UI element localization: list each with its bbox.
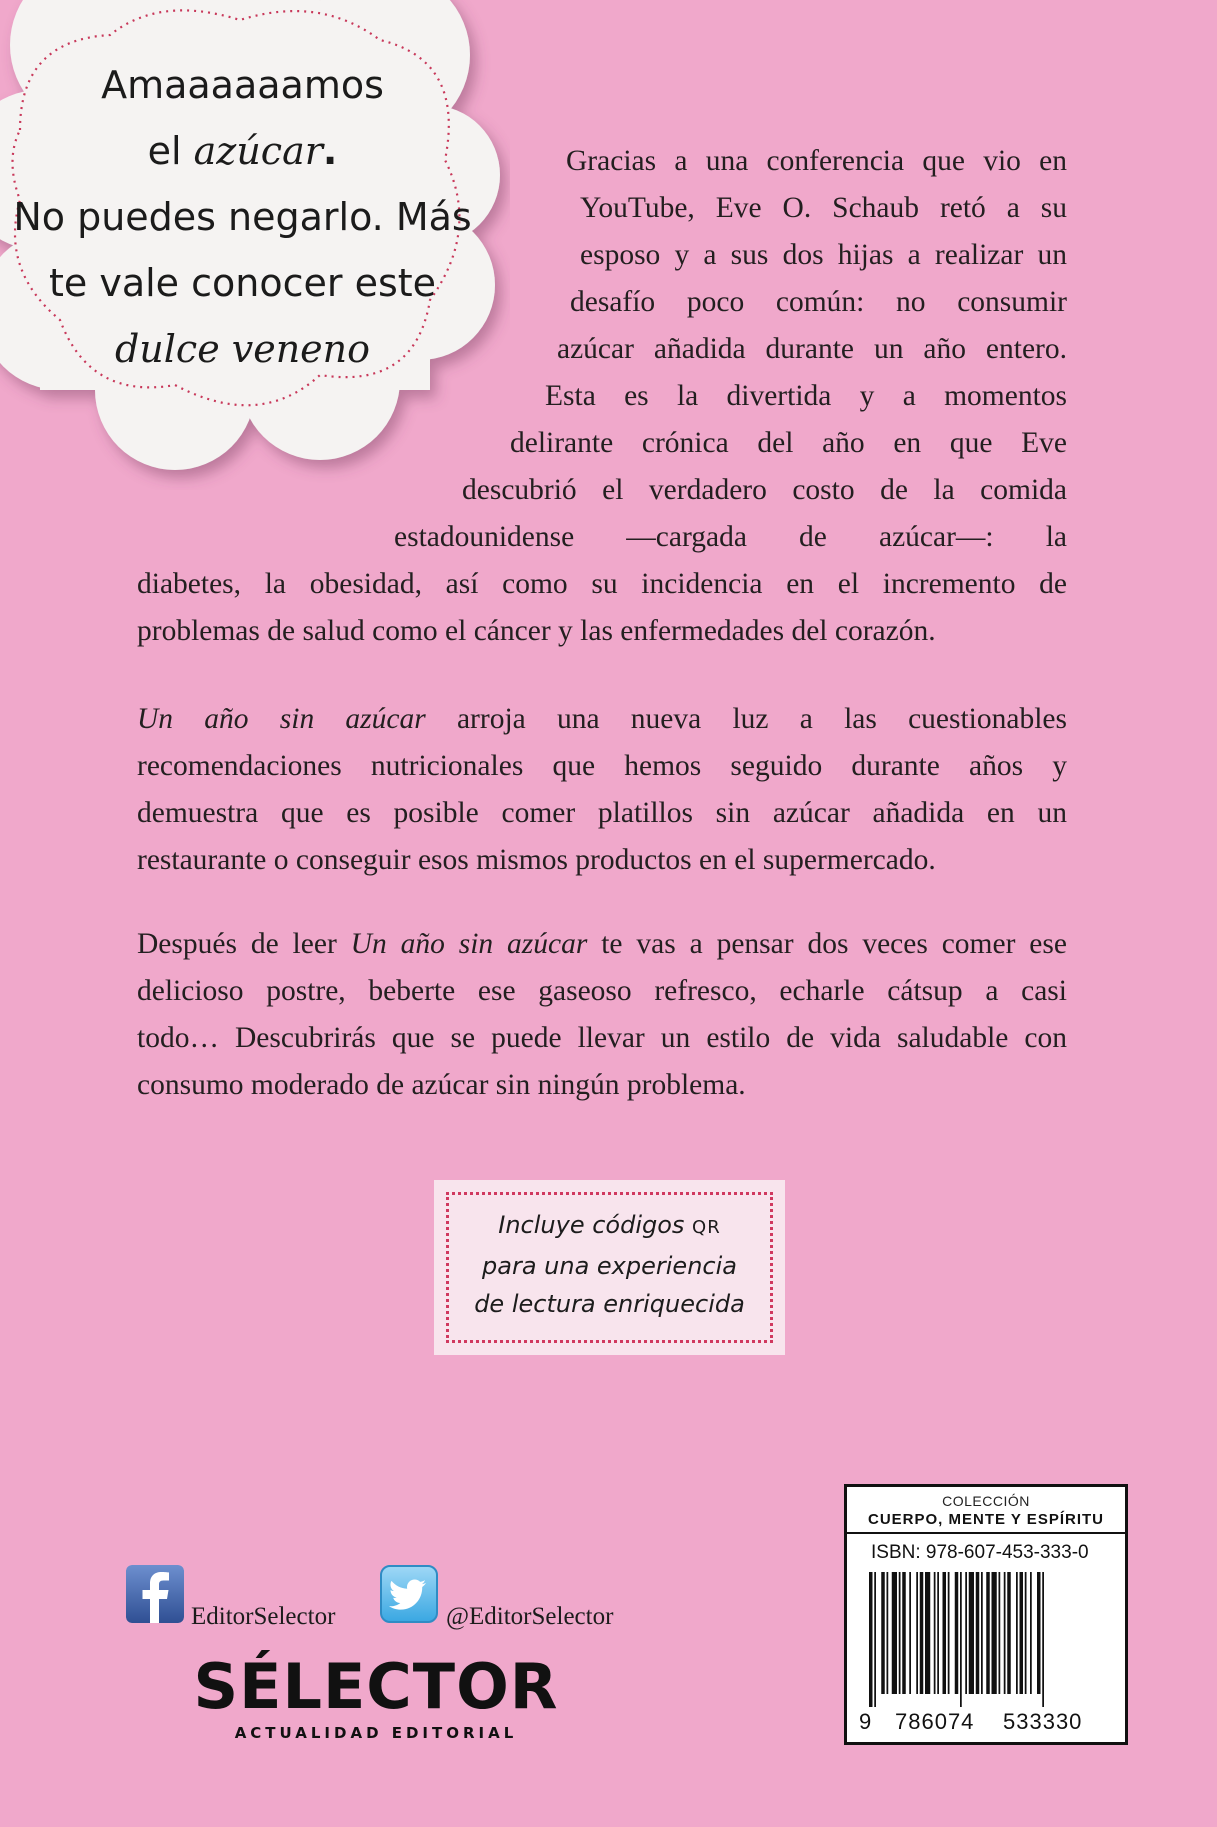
barcode-bar [869, 1572, 873, 1707]
twitter-icon [380, 1565, 438, 1623]
barcode-bar [1037, 1572, 1041, 1694]
p3-line: todo… Descubrirás que se puede llevar un estilo de vida saludable con [137, 1022, 1067, 1054]
collection-name: CUERPO, MENTE Y ESPÍRITU [868, 1511, 1104, 1528]
p1-line: problemas de salud como el cáncer y las enfermedades del corazón. [137, 615, 936, 647]
p1-line: Esta es la divertida y a momentos [545, 380, 1067, 412]
collection-divider [847, 1532, 1125, 1534]
p2-line: demuestra que es posible comer platillos sin azúcar añadida en un [137, 797, 1067, 829]
cloud-line-1: Amaaaaaamos [101, 63, 384, 107]
barcode-bar [887, 1572, 889, 1694]
p1-line: diabetes, la obesidad, así como su incidencia en el incremento de [137, 568, 1067, 600]
facebook-link[interactable] [126, 1565, 356, 1635]
barcode-bar [925, 1572, 930, 1694]
p1-line: Gracias a una conferencia que vio en [566, 145, 1067, 177]
p2-line [137, 696, 1067, 743]
isbn-number: ISBN: 978-607-453-333-0 [871, 1542, 1089, 1563]
barcode-bar [981, 1572, 983, 1694]
publisher-name: SÉLECTOR [193, 1650, 559, 1723]
barcode-bar [948, 1572, 950, 1694]
p1-line: desafío poco común: no consumir [570, 286, 1067, 318]
barcode-bar [1042, 1572, 1044, 1707]
barcode-bar [916, 1572, 918, 1694]
barcode-bar [874, 1572, 876, 1707]
p1-line: YouTube, Eve O. Schaub retó a su [580, 192, 1067, 224]
barcode-bar [1004, 1572, 1006, 1694]
p3-line-1-post: te vas a pensar dos veces comer ese [587, 928, 1067, 960]
book-title-italic: Un año sin azúcar [137, 703, 426, 735]
barcode-bar [992, 1572, 997, 1694]
p2-line: recomendaciones nutricionales que hemos seguido durante años y [137, 750, 1067, 782]
qr-line-3: de lectura enriquecida [474, 1290, 745, 1318]
barcode-digit-first: 9 [859, 1709, 872, 1734]
cloud-line-2-prefix: el [147, 129, 194, 173]
p1-line: descubrió el verdadero costo de la comida [462, 474, 1067, 506]
barcode-bar [881, 1572, 885, 1694]
cloud-line-4: te vale conocer este [48, 261, 437, 305]
barcode-bar [1016, 1572, 1018, 1694]
twitter-handle: @EditorSelector [446, 1603, 614, 1630]
p1-line: azúcar añadida durante un año entero. [557, 333, 1067, 365]
barcode-bar [892, 1572, 897, 1694]
p1-line: estadounidense —cargada de azúcar—: la [394, 521, 1067, 553]
barcode-bar [934, 1572, 936, 1694]
barcode-bar [999, 1572, 1001, 1694]
twitter-link[interactable] [380, 1565, 640, 1635]
barcode-bars [869, 1572, 1105, 1707]
p3-line: consumo moderado de azúcar sin ningún problema. [137, 1069, 746, 1101]
barcode-bar [960, 1572, 962, 1707]
publisher-tagline: ACTUALIDAD EDITORIAL [234, 1724, 518, 1742]
p2-line-1-rest: arroja una nueva luz a las cuestionables [425, 703, 1067, 735]
facebook-icon [126, 1565, 184, 1623]
qr-small-caps: QR [692, 1217, 721, 1238]
barcode-bar [1020, 1572, 1024, 1694]
publisher-logo [186, 1652, 566, 1742]
barcode-digits-left: 786074 [895, 1709, 975, 1734]
barcode-bar [899, 1572, 901, 1694]
barcode-bar [937, 1572, 939, 1694]
barcode-bar [943, 1572, 947, 1694]
barcode-bar [986, 1572, 990, 1694]
synopsis-paragraph-3 [137, 921, 1067, 1109]
cloud-line-3: No puedes negarlo. Más [13, 195, 472, 239]
p3-line: delicioso postre, beberte ese gaseoso refresco, echarle cátsup a casi [137, 975, 1067, 1007]
barcode-bar [909, 1572, 911, 1694]
barcode-bar [1030, 1572, 1032, 1694]
qr-line-2: para una experiencia [482, 1252, 737, 1280]
barcode-bar [902, 1572, 906, 1694]
p1-line: delirante crónica del año en que Eve [510, 427, 1067, 459]
synopsis-paragraph-2 [137, 696, 1067, 884]
p3-line-1-pre: Después de leer [137, 928, 351, 960]
qr-line-1-text: Incluye códigos [498, 1211, 693, 1239]
barcode-digits-right: 533330 [1003, 1709, 1083, 1734]
barcode-bar [976, 1572, 980, 1694]
cloud-line-5: dulce veneno [114, 327, 371, 371]
qr-box-text [434, 1206, 785, 1323]
book-title-italic: Un año sin azúcar [350, 928, 588, 960]
cloud-line-2-suffix: . [322, 129, 338, 173]
cloud-script-word: azúcar [193, 129, 323, 173]
barcode-bar [920, 1572, 924, 1694]
barcode-bar [1025, 1572, 1027, 1694]
barcode-bar [1007, 1572, 1011, 1694]
qr-line-1 [434, 1206, 785, 1247]
qr-info-box [434, 1180, 785, 1355]
collection-label: COLECCIÓN [942, 1493, 1030, 1509]
barcode-bar [969, 1572, 974, 1694]
p1-line: esposo y a sus dos hijas a realizar un [580, 239, 1067, 271]
barcode-bar [965, 1572, 967, 1694]
p2-line: restaurante o conseguir esos mismos productos en el supermercado. [137, 844, 936, 876]
barcode-box [844, 1484, 1128, 1745]
barcode-bar [955, 1572, 959, 1694]
p3-line [137, 921, 1067, 968]
synopsis-paragraph-1 [137, 138, 1067, 655]
facebook-handle: EditorSelector [191, 1603, 336, 1630]
